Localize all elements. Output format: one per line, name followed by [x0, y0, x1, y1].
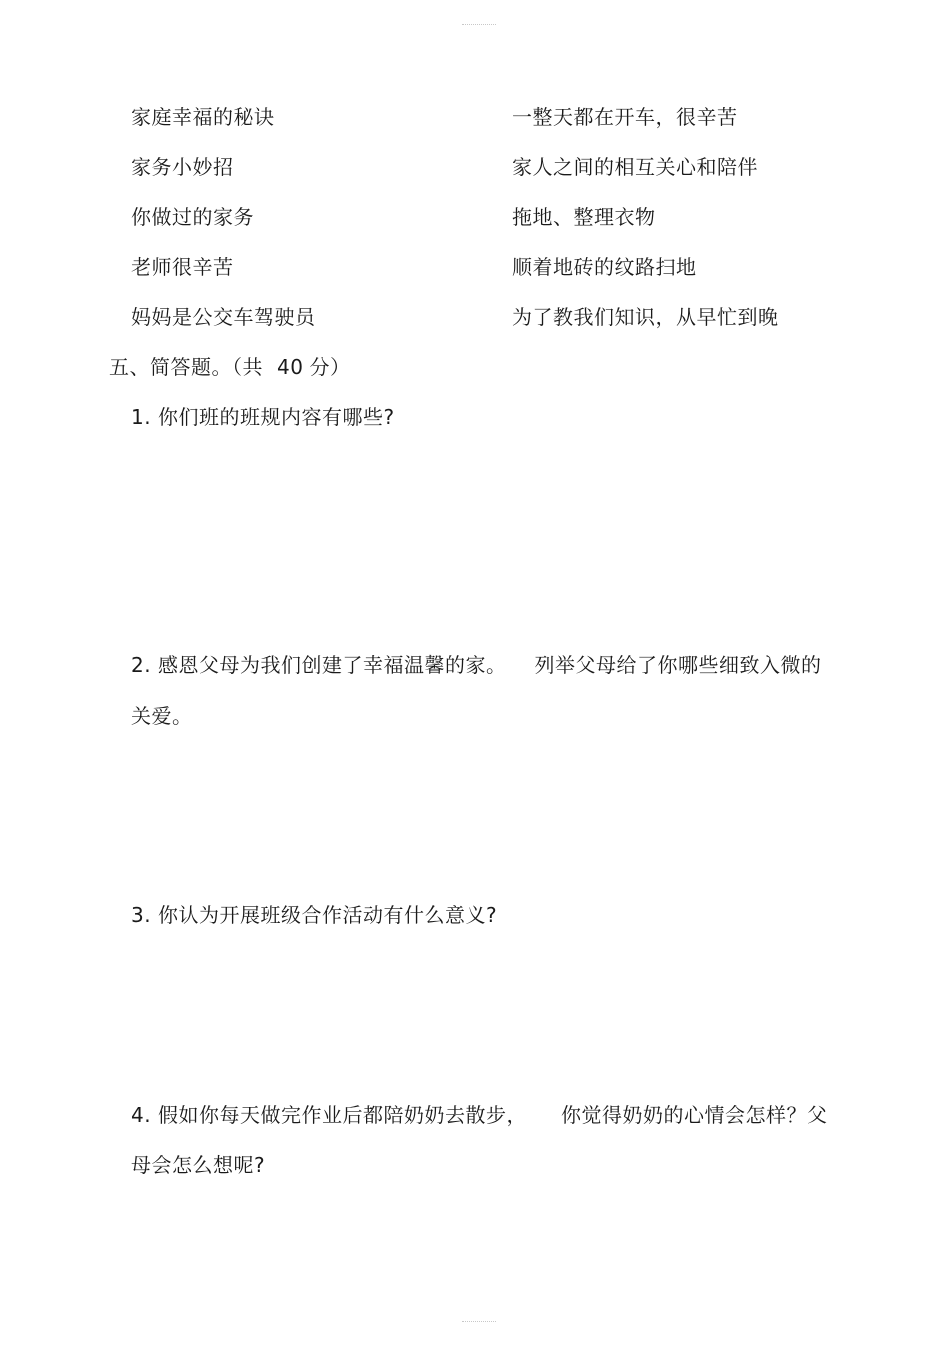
section-score: 40	[277, 355, 304, 379]
question-3: 3. 你认为开展班级合作活动有什么意义?	[131, 903, 498, 927]
match-right-item-3: 拖地、整理衣物	[512, 205, 656, 229]
match-right-item-4: 顺着地砖的纹路扫地	[512, 255, 697, 279]
question-4-part-b: 你觉得奶奶的心情会怎样？父	[560, 1103, 828, 1127]
match-right-item-2: 家人之间的相互关心和陪伴	[512, 155, 758, 179]
footer-dotted-mark	[462, 1321, 496, 1324]
question-4-part-a: 4. 假如你每天做完作业后都陪奶奶去散步，	[131, 1103, 527, 1127]
question-4-line-2: 母会怎么想呢?	[131, 1153, 266, 1177]
match-left-item-1: 家庭幸福的秘诀	[131, 105, 275, 129]
question-2-line-1	[131, 652, 821, 678]
question-2-part-b: 列举父母给了你哪些细致入微的	[534, 653, 822, 677]
match-left-item-3: 你做过的家务	[131, 205, 254, 229]
match-right-item-5: 为了教我们知识，从早忙到晚	[512, 305, 779, 329]
question-2-part-a: 2. 感恩父母为我们创建了幸福温馨的家。	[131, 653, 507, 677]
question-2-line-2: 关爱。	[131, 704, 193, 728]
match-right-item-1: 一整天都在开车，很辛苦	[512, 105, 738, 129]
section-heading-prefix: 五、简答题。（共	[109, 355, 263, 379]
section-heading	[109, 354, 350, 380]
match-left-item-2: 家务小妙招	[131, 155, 234, 179]
question-4-line-1	[131, 1102, 827, 1128]
section-heading-suffix: 分）	[309, 355, 351, 379]
header-dotted-mark	[462, 24, 496, 27]
match-left-item-5: 妈妈是公交车驾驶员	[131, 305, 316, 329]
match-left-item-4: 老师很辛苦	[131, 255, 234, 279]
question-1: 1. 你们班的班规内容有哪些?	[131, 405, 395, 429]
